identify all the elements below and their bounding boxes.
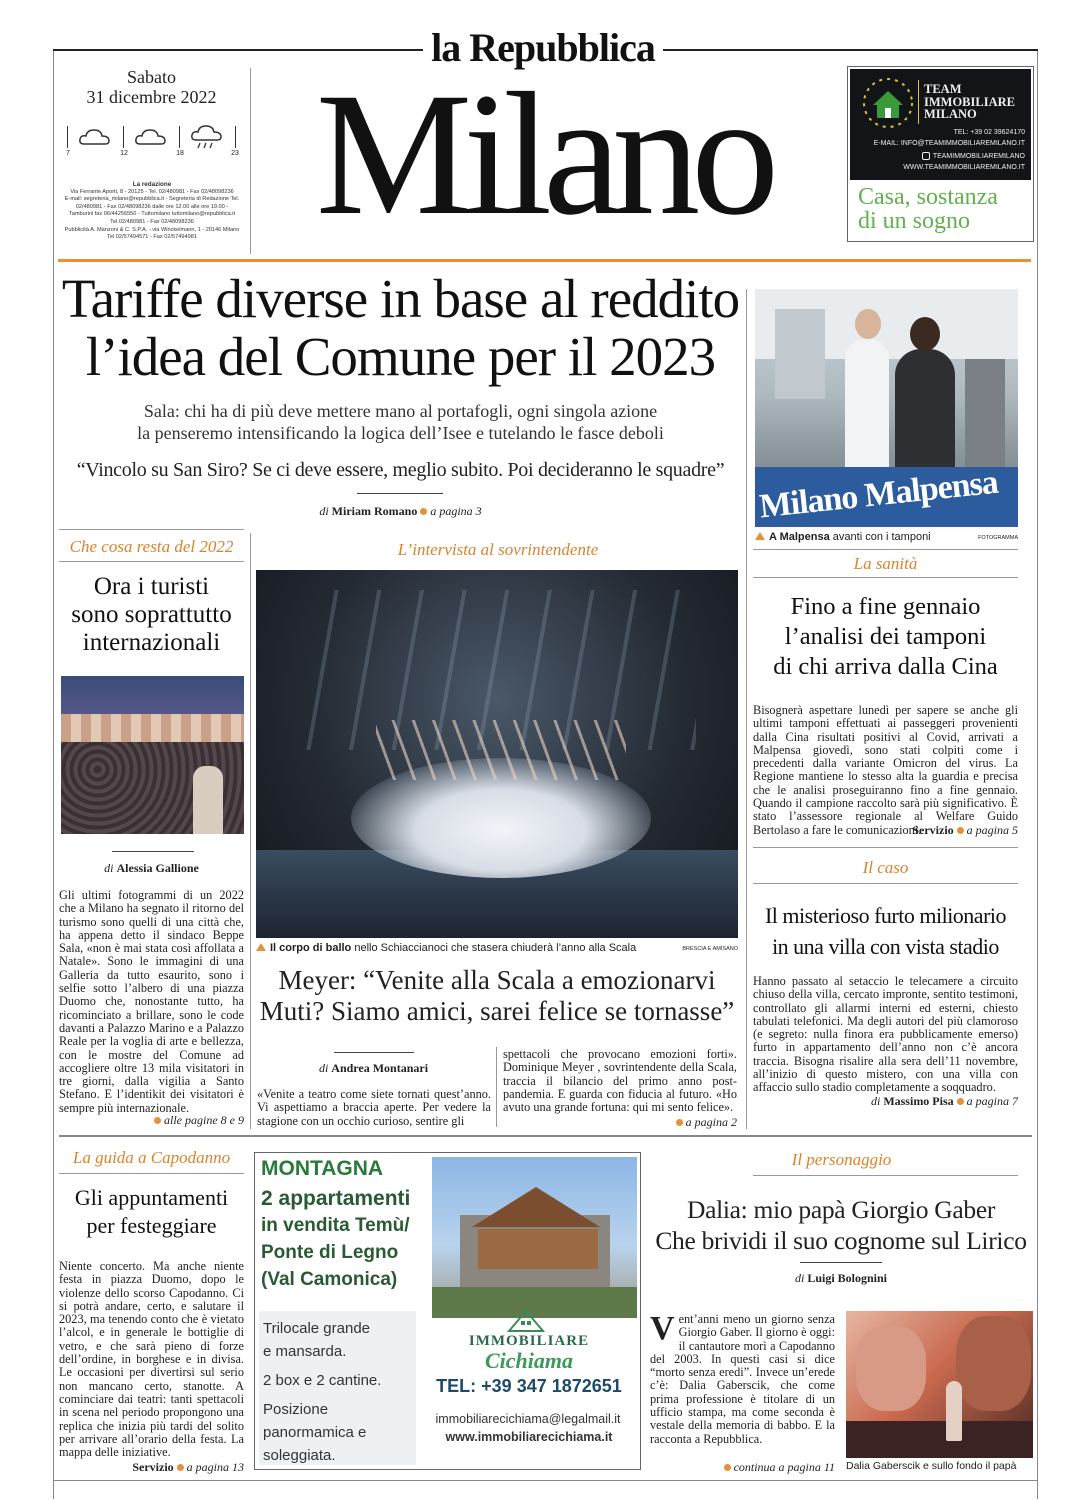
left1-byline: di Alessia Gallione <box>104 861 199 875</box>
cloud-icon <box>78 126 112 148</box>
house-logo-icon <box>860 76 916 130</box>
redazione-line: Via Ferrante Aporti, 8 - 20125 - Tel. 02/480981 - Fax 02/48098236 <box>70 188 234 195</box>
malpensa-caption: A Malpensa avanti con i tamponi FOTOGRAMMA <box>755 531 1018 543</box>
ad-web: WWW.TEAMIMMOBILIAREMILANO.IT <box>903 164 1025 171</box>
right1-body: Bisognerà aspettare lunedì per sapere se anche gli ultimi tamponi effettuati ai passeggeri provenienti dalla Cina risultati positivi al Covid, arrivati a Malpensa giovedì, sono stati colpiti come i precedenti dalla variante Omicron del virus. La Regione mantiene lo stesso alta la guardia e precisa che le analisi proseguiranno fino a fine gennaio. Quando il campione raccolto sarà più significativo. È stato l’assessore regionale al Welfare Guido Bertolaso a fare le comunicazioni. <box>753 703 1018 837</box>
center-body-col1: «Venite a teatro come siete tornati quest’anno. Vi aspettiamo a braccia aperte. Per vedere la stagione con un occhio curioso, sentire gli <box>257 1087 491 1128</box>
ad-team-immobiliare[interactable] <box>847 66 1034 242</box>
malpensa-photo <box>755 289 1018 527</box>
lead-byline: di Miriam Romano a pagina 3 <box>319 504 482 518</box>
redazione-line: Tel 02/57494571 - Fax 02/57494981 <box>107 234 197 241</box>
lead-headline: Tariffe diverse in base al reddito l’idea del Comune per il 2023 <box>61 268 740 387</box>
right2-body: Hanno passato al setaccio le telecamere a circuito chiuso della villa, cercato impronte, sentito testimoni, controllato gli allarmi interni ed esterni, chiesto tabulati telefonici. Ma degli autori del più clamoroso (e segreto: nulla finora era pubblicamente emerso) furto in appartamento dell’anno non c’è ancora traccia. Bisogna risalire alla sera dell’11 novembre, all’inizio di questo mistero, con una villa con affaccio sullo stadio completamente a soqquadro. <box>753 974 1018 1095</box>
ad-montagna-subtitle: 2 appartamenti in vendita Temù/ Ponte di Legno (Val Camonica) <box>261 1187 411 1290</box>
redazione-line: Pubblicità A. Manzoni & C. S.P.A. - via Winckelmann, 1 - 20146 Milano <box>64 226 240 233</box>
instagram-icon <box>922 152 930 160</box>
ad-email: E-MAIL: INFO@TEAMIMMOBILIAREMILANO.IT <box>873 140 1025 147</box>
galleria-photo <box>61 676 244 834</box>
scala-ballet-photo <box>256 570 738 938</box>
ad-instagram: TEAMIMMOBILIAREMILANO <box>852 152 1025 160</box>
ad-logo-bottom: Cichiama <box>484 1348 573 1373</box>
ad-logo-top: IMMOBILIARE <box>468 1333 590 1349</box>
center-byline: di Andrea Montanari <box>318 1061 429 1075</box>
ad-montagna-tel: TEL: +39 347 1872651 <box>436 1376 622 1396</box>
ad-tel: TEL: +39 02 39624170 <box>953 129 1025 136</box>
redazione-line: 02/480981 - Fax 02/48098236 dalle ore 12.00 alle ore 19.00 - <box>75 203 229 210</box>
center-ref: a pagina 2 <box>503 1115 737 1130</box>
ad-montagna-web: www.immobiliarecichiama.it <box>445 1430 613 1444</box>
left2-headline: Gli appuntamenti per festeggiare <box>74 1185 229 1238</box>
right2-headline: Il misterioso furto milionario in una villa con vista stadio <box>764 903 1007 959</box>
left2-kicker: La guida a Capodanno <box>72 1148 231 1167</box>
gaber-caption: Dalia Gaberscik e sullo fondo il papà <box>846 1460 1017 1472</box>
right1-kicker: La sanità <box>853 554 918 573</box>
weather-strip <box>62 122 242 160</box>
ad-name: TEAM IMMOBILIARE MILANO <box>924 82 1015 121</box>
redazione-title: La redazione <box>132 181 172 188</box>
left2-body: Niente concerto. Ma anche niente festa in piazza Duomo, dopo le violenze dello scorso Capodanno. Ci si potrà andare, certo, e salutare il 2023, ma tenendo conto che è vietato l’alcol, e in generale le bottiglie di vetro, e che sarà pieno di forze dell’ordine, in borghese e in divisa. Le occasioni per divertirsi sul serio non mancano certo, stanotte. A cominciare dai teatri: tanti spettacoli in scena nel periodo propongono una replica che inizia più tardi del solito per arrivare all’orario della festa. La mappa delle iniziative. <box>59 1259 244 1460</box>
redazione-line: Tel.02/480981 - Fax 02/48098236 <box>110 218 194 225</box>
weekday: Sabato <box>127 67 176 87</box>
ad-montagna-features: Trilocale grande e mansarda. 2 box e 2 cantine. Posizione panormamica e soleggiata. <box>263 1320 382 1464</box>
ad-slogan: Casa, sostanza di un sogno <box>858 184 998 234</box>
gaber-photo <box>846 1311 1033 1458</box>
redazione-box <box>58 181 246 242</box>
right3-ref: continua a pagina 11 <box>650 1460 835 1475</box>
ad-montagna[interactable] <box>254 1152 641 1470</box>
ad-montagna-email: immobiliarecichiama@legalmail.it <box>435 1412 621 1426</box>
center-headline: Meyer: “Venite alla Scala a emozionarvi Muti? Siamo amici, sarei felice se tornasse” <box>259 965 735 1026</box>
brand-logo: la Repubblica <box>431 25 655 70</box>
right2-byline: di Massimo Pisa a pagina 7 <box>870 1094 1018 1108</box>
weather-hour: 23 <box>231 150 239 157</box>
chalet-photo <box>432 1157 637 1318</box>
right2-kicker: Il caso <box>862 858 909 877</box>
right1-headline: Fino a fine gennaio l’analisi dei tamponi di chi arriva dalla Cina <box>773 593 998 680</box>
weather-hour: 18 <box>176 150 184 157</box>
right3-byline: di Luigi Bolognini <box>794 1271 888 1285</box>
center-kicker: L’intervista al sovrintendente <box>397 540 599 559</box>
city-title: Milano <box>315 57 771 252</box>
house-logo-icon <box>503 1305 549 1333</box>
date: 31 dicembre 2022 <box>86 87 217 107</box>
right3-dropcap: V <box>650 1310 675 1347</box>
right3-kicker: Il personaggio <box>791 1150 892 1169</box>
malpensa-sign: Milano Malpensa <box>757 463 1000 526</box>
rain-cloud-icon <box>190 124 224 152</box>
redazione-line: Tamburini fax 06/44256550 - Tuttomilano tuttomilano@repubblica.it <box>68 211 236 218</box>
center-caption: Il corpo di ballo nello Schiaccianoci che stasera chiuderà l’anno alla Scala BRESCIA E AMISANO <box>256 942 738 954</box>
lead-quote: “Vincolo su San Siro? Se ci deve essere, meglio subito. Poi decideranno le squadre” <box>76 459 725 481</box>
left1-headline: Ora i turisti sono soprattutto internazionali <box>71 573 232 656</box>
weather-hour: 12 <box>120 150 128 157</box>
right1-ref: Servizio a pagina 5 <box>912 823 1018 837</box>
left1-ref: alle pagine 8 e 9 <box>59 1113 244 1128</box>
cloud-icon <box>134 126 168 148</box>
redazione-line: E-mail: segreteria_milano@repubblica.it - Segreteria di Redazione Tel. <box>64 196 240 203</box>
center-body-col2: spettacoli che provocano emozioni forti». Dominique Meyer , sovrintendente della Scala, traccia il bilancio del primo anno post-pandemia. E guarda con fiducia al futuro. «Ho avuto una grande fortuna: qui mi sento felice». <box>503 1047 737 1115</box>
lead-summary: Sala: chi ha di più deve mettere mano al portafogli, ogni singola azione la penseremo intensificando la logica dell’Isee e tutelando le fasce deboli <box>137 401 664 443</box>
left2-ref: Servizio a pagina 13 <box>132 1460 244 1474</box>
right3-headline: Dalia: mio papà Giorgio Gaber Che brividi il suo cognome sul Lirico <box>655 1195 1027 1255</box>
right3-body: Vent’anni meno un giorno senza Giorgio Gaber. Il giorno è oggi: il cantautore morì a Capodanno del 2003. In questi casi si dice “morto senza eredi”. Invece un’erede c’è: Dalia Gaberscik, che come prima professione è titolare di un ufficio stampa, ma come seconda è vestale della memoria di babbo. E la racconta a Repubblica. <box>650 1310 835 1446</box>
left1-kicker: Che cosa resta del 2022 <box>69 537 234 556</box>
weather-hour: 7 <box>66 150 70 157</box>
left1-body: Gli ultimi fotogrammi di un 2022 che a Milano ha segnato il ritorno del turismo sono quelli di una città che, ha appena detto il sindaco Beppe Sala, «non è mai stata così affollata a Natale». Sono le immagini di una Galleria da tutto esaurito, sono i selfie sotto l’albero di una piazza Duomo che, nonostante tutto, ha ricominciato a brillare, sono le code davanti a Palazzo Marino e a Palazzo Reale per la voglia di arte e bellezza, con le mostre del Comune ad accogliere oltre 13 mila visitatori in tre giorni, dalla vigilia a Santo Stefano. E l’identikit dei visitatori è sempre più internazionale. <box>59 888 244 1115</box>
ad-montagna-title: MONTAGNA <box>261 1157 384 1180</box>
